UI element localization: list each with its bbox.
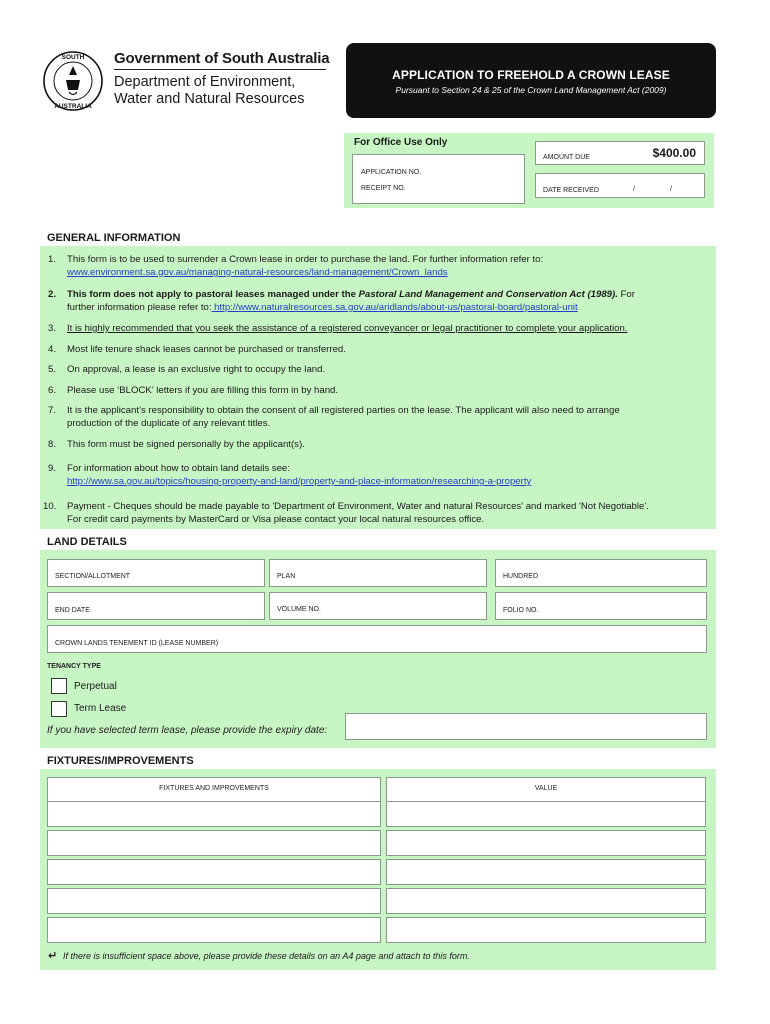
item-body: It is the applicant’s responsibility to obtain the consent of all registered parties on the lease. The applicant will also need to arrange (67, 405, 620, 416)
act-name: Pastoral Land Management and Conservation Act (1989). (358, 289, 618, 300)
folio-no-label: FOLIO NO. (503, 607, 539, 614)
item-body: For (617, 289, 635, 300)
term-lease-checkbox[interactable] (51, 701, 67, 717)
item-text: On approval, a lease is an exclusive right to occupy the land. (67, 364, 326, 375)
end-date-field[interactable] (47, 592, 265, 620)
date-separator: / (670, 186, 672, 193)
form-title: APPLICATION TO FREEHOLD A CROWN LEASE (392, 68, 670, 82)
department-line-1: Department of Environment, (114, 74, 296, 90)
amount-due-label: AMOUNT DUE (543, 154, 590, 161)
item-number: 10. (43, 501, 57, 512)
pastoral-unit-link[interactable]: http://www.naturalresources.sa.gov.au/aridlands/about-us/pastoral-board/pastoral-unit (211, 302, 578, 313)
value-input[interactable] (386, 801, 706, 827)
svg-text:AUSTRALIA: AUSTRALIA (54, 103, 92, 110)
department-line-2: Water and Natural Resources (114, 91, 305, 107)
item-body: production of the duplicate of any relevant titles. (67, 418, 271, 429)
plan-field[interactable] (269, 559, 487, 587)
tenement-id-label: CROWN LANDS TENEMENT ID (LEASE NUMBER) (55, 640, 219, 647)
amount-due-value: $400.00 (652, 146, 696, 160)
application-no-label: APPLICATION NO. (361, 169, 422, 176)
receipt-no-label: RECEIPT NO. (361, 185, 406, 192)
hundred-label: HUNDRED (503, 573, 538, 580)
fixtures-title: FIXTURES/IMPROVEMENTS (47, 755, 194, 767)
fixture-input[interactable] (47, 917, 381, 943)
item-body: further information please refer to: (67, 302, 212, 313)
tenement-id-field[interactable] (47, 625, 707, 653)
fixtures-panel (40, 769, 716, 970)
form-subtitle: Pursuant to Section 24 & 25 of the Crown Land Management Act (2009) (395, 85, 667, 95)
department-name (114, 74, 344, 108)
item-number: 3. (48, 323, 57, 334)
item-text (67, 288, 708, 314)
item-text (67, 253, 708, 279)
land-details-panel (40, 550, 716, 748)
insufficient-space-note: If there is insufficient space above, please provide these details on an A4 page and attach to this form. (63, 951, 470, 961)
researching-property-link[interactable]: http://www.sa.gov.au/topics/housing-property-and-land/property-and-place-information/researching-a-property (67, 476, 532, 487)
crown-lands-link[interactable]: www.environment.sa.gov.au/managing-natural-resources/land-management/Crown_lands (67, 267, 448, 278)
sa-crest-logo (42, 50, 104, 112)
general-info-title: GENERAL INFORMATION (47, 232, 181, 244)
amount-due-field[interactable] (535, 141, 705, 165)
item-text: It is highly recommended that you seek the assistance of a registered conveyancer or legal practitioner to complete your application. (67, 323, 628, 334)
hundred-field[interactable] (495, 559, 707, 587)
item-text: Most life tenure shack leases cannot be purchased or transferred. (67, 344, 346, 355)
government-name: Government of South Australia (114, 50, 330, 67)
value-input[interactable] (386, 830, 706, 856)
section-allotment-field[interactable] (47, 559, 265, 587)
item-text (67, 462, 708, 488)
perpetual-label: Perpetual (74, 681, 117, 692)
value-header-label: VALUE (534, 785, 558, 792)
tenancy-type-label: TENANCY TYPE (47, 663, 101, 670)
general-info-panel (40, 246, 716, 529)
value-input[interactable] (386, 888, 706, 914)
term-lease-label: Term Lease (74, 703, 127, 714)
fixture-input[interactable] (47, 801, 381, 827)
item-number: 9. (48, 463, 57, 474)
volume-no-field[interactable] (269, 592, 487, 620)
form-title-box (346, 43, 716, 118)
office-use-title: For Office Use Only (354, 137, 448, 148)
fixture-input[interactable] (47, 888, 381, 914)
end-date-label: END DATE (55, 607, 90, 614)
item-number: 1. (48, 254, 57, 265)
folio-no-field[interactable] (495, 592, 707, 620)
land-details-title: LAND DETAILS (47, 536, 127, 548)
item-number: 6. (48, 385, 57, 396)
divider (114, 69, 326, 70)
volume-no-label: VOLUME NO. (277, 606, 321, 613)
item-body: For information about how to obtain land details see: (67, 463, 290, 474)
fixture-input[interactable] (47, 830, 381, 856)
fixtures-column-header (47, 777, 381, 802)
item-body: Payment - Cheques should be made payable to 'Department of Environment, Water and natural Resources' and marked 'Not Negotiable'. (67, 501, 649, 512)
item-body: This form is to be used to surrender a Crown lease in order to purchase the land. For further information refer to: (67, 254, 544, 265)
section-allotment-label: SECTION/ALLOTMENT (55, 573, 131, 580)
fixture-input[interactable] (47, 859, 381, 885)
item-text: Please use ‘BLOCK’ letters if you are filling this form in by hand. (67, 385, 339, 396)
item-number: 8. (48, 439, 57, 450)
item-number: 4. (48, 344, 57, 355)
expiry-date-prompt: If you have selected term lease, please provide the expiry date: (47, 725, 328, 736)
fixtures-header-label: FIXTURES AND IMPROVEMENTS (159, 785, 269, 792)
application-receipt-box[interactable] (352, 154, 525, 204)
item-text: This form must be signed personally by the applicant(s). (67, 439, 305, 450)
item-text (67, 404, 708, 430)
return-arrow-icon: ↵ (48, 950, 58, 962)
date-received-label: DATE RECEIVED (543, 187, 599, 194)
plan-label: PLAN (277, 573, 296, 580)
item-body-bold: This form does not apply to pastoral leases managed under the (67, 289, 359, 300)
value-column-header (386, 777, 706, 802)
value-input[interactable] (386, 917, 706, 943)
perpetual-checkbox[interactable] (51, 678, 67, 694)
office-use-panel (344, 133, 714, 208)
date-separator: / (633, 186, 635, 193)
item-number: 7. (48, 405, 57, 416)
date-received-field[interactable] (535, 173, 705, 198)
item-number: 5. (48, 364, 57, 375)
value-input[interactable] (386, 859, 706, 885)
item-body: For credit card payments by MasterCard or Visa please contact your local natural resources office. (67, 514, 485, 525)
item-text (67, 500, 708, 526)
expiry-date-input[interactable] (345, 713, 707, 740)
item-number: 2. (48, 289, 57, 300)
svg-text:SOUTH: SOUTH (61, 54, 85, 61)
